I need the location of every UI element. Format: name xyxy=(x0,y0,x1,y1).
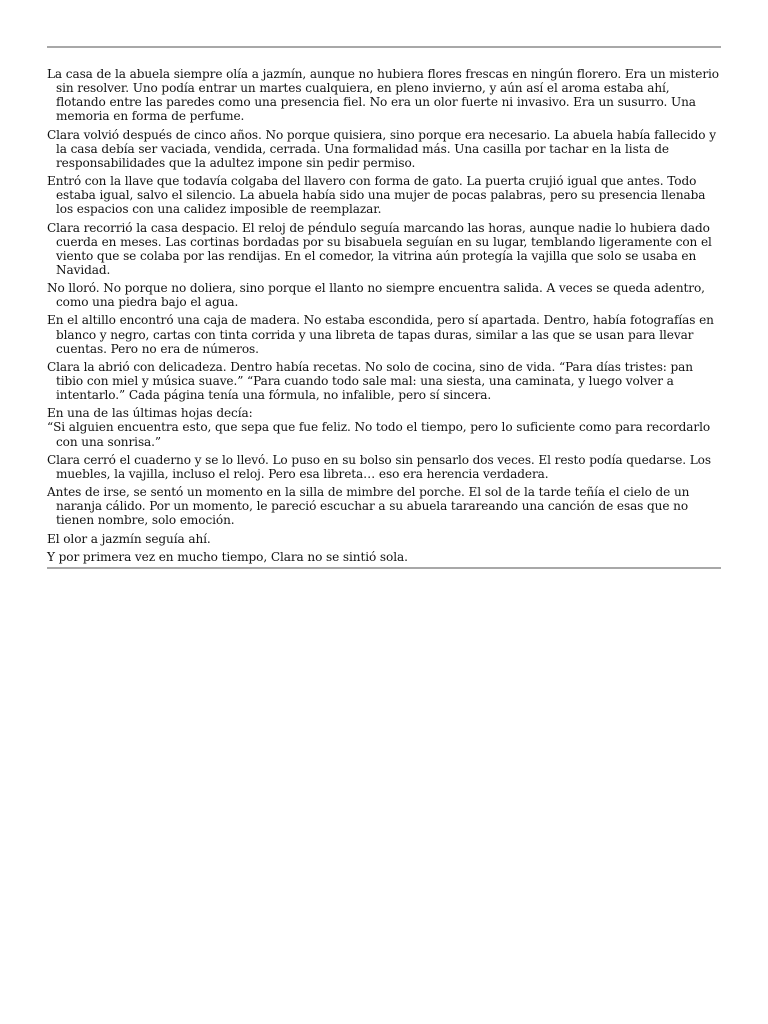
paragraph-8: Clara cerró el cuaderno y se lo llevó. Lo puso en su bolso sin pensarlo dos veces. El resto podía quedarse. Los muebles, la vajilla, incluso el reloj. Pero esa libreta… eso era herencia verdadera. xyxy=(47,452,711,481)
paragraph-2: Clara volvió después de cinco años. No porque quisiera, sino porque era necesario. La abuela había fallecido y la casa debía ser vaciada, vendida, cerrada. Una formalidad más. Una casilla por tachar en la lista de responsabilidades que la adultez impone sin pedir permiso. xyxy=(47,127,716,170)
document-page xyxy=(47,46,721,569)
quote-paragraph xyxy=(47,406,721,448)
top-divider xyxy=(47,46,721,48)
paragraph-4: Clara recorrió la casa despacio. El reloj de péndulo seguía marcando las horas, aunque nadie lo hubiera dado cuerda en meses. Las cortinas bordadas por su bisabuela seguían en su lugar, temblando ligeramente con el viento que se colaba por las rendijas. En el comedor, la vitrina aún protegía la vajilla que solo se usaba en Navidad. xyxy=(47,220,712,277)
paragraph-7: Clara la abrió con delicadeza. Dentro había recetas. No solo de cocina, sino de vida. “Para días tristes: pan tibio con miel y música suave.” “Para cuando todo sale mal: una siesta, una caminata, y luego volver a intentarlo.” Cada página tenía una fórmula, no infalible, pero sí sincera. xyxy=(47,359,693,403)
paragraph-9: Antes de irse, se sentó un momento en la silla de mimbre del porche. El sol de la tarde teñía el cielo de un naranja cálido. Por un momento, le pareció escuchar a su abuela tarareando una canción de esas que no tienen nombre, solo emoción. xyxy=(47,485,690,528)
paragraph-1: La casa de la abuela siempre olía a jazmín, aunque no hubiera flores frescas en ningún florero. Era un misterio sin resolver. Uno podía entrar un martes cualquiera, en pleno invierno, y aún así el aroma estaba ahí, flotando entre las paredes como una presencia fiel. No era un olor fuerte ni invasivo. Era un susurro. Una memoria en forma de perfume. xyxy=(47,67,719,124)
quote-intro: En una de las últimas hojas decía: xyxy=(47,406,253,421)
quote-text: “Si alguien encuentra esto, que sepa que fue feliz. No todo el tiempo, pero lo suficiente como para recordarlo con una sonrisa.” xyxy=(47,420,711,449)
paragraph-5: No lloró. No porque no doliera, sino porque el llanto no siempre encuentra salida. A veces se queda adentro, como una piedra bajo el agua. xyxy=(47,281,705,310)
paragraph-11: Y por primera vez en mucho tiempo, Clara no se sintió sola. xyxy=(47,549,408,564)
paragraph-6: En el altillo encontró una caja de madera. No estaba escondida, pero sí apartada. Dentro, había fotografías en blanco y negro, cartas con tinta corrida y una libreta de tapas duras, similar a las que se usan para llevar cuentas. Pero no era de números. xyxy=(47,313,714,356)
bottom-divider xyxy=(47,567,721,569)
story-body xyxy=(47,67,721,564)
paragraph-3: Entró con la llave que todavía colgaba del llavero con forma de gato. La puerta crujió igual que antes. Todo estaba igual, salvo el silencio. La abuela había sido una mujer de pocas palabras, pero su presencia llenaba los espacios con una calidez imposible de reemplazar. xyxy=(47,174,706,217)
paragraph-10: El olor a jazmín seguía ahí. xyxy=(47,531,211,546)
